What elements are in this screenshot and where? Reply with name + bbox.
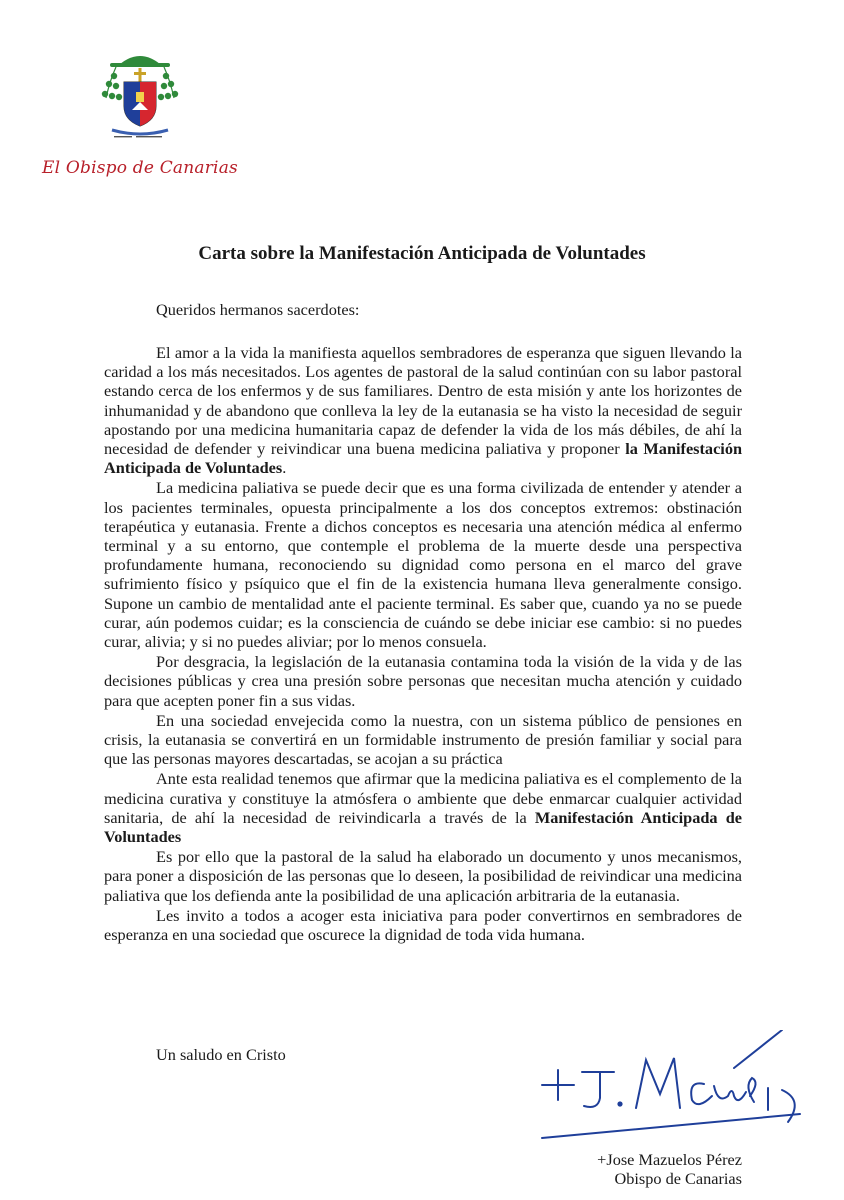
paragraph-6: Es por ello que la pastoral de la salud ha elaborado un documento y unos mecanismos, para poner a disposición de las personas que lo deseen, la posibilidad de reivindicar una medicina paliativa que los defienda ante la posibilidad de una aplicación arbitraria de la eutanasia. [104,847,742,905]
signer-block [597,1150,742,1188]
greeting: Queridos hermanos sacerdotes: [156,300,360,319]
letter-body [104,343,742,945]
paragraph-1 [104,343,742,477]
document-title: Carta sobre la Manifestación Anticipada de Voluntades [198,243,646,264]
paragraph-2: La medicina paliativa se puede decir que es una forma civilizada de entender y atender a los pacientes terminales, opuesta principalmente a los dos conceptos extremos: obstinación terapéutica y eutanasia. Frente a dichos conceptos es necesaria una atención médica al enfermo terminal y a su entorno, que contemple el problema de la muerte desde una perspectiva profundamente humana, reconociendo su dignidad como persona en el marco del grave sufrimiento físico y psíquico que el fin de la existencia humana lleva generalmente consigo. Supone un cambio de mentalidad ante el paciente terminal. Es saber que, cuando ya no se puede curar, aún podemos cuidar; es la consciencia de cuándo se debe iniciar ese cambio: si no puedes curar, alivia; y si no puedes aliviar; por lo menos consuela. [104,478,742,652]
signer-name: +Jose Mazuelos Pérez [597,1150,742,1169]
paragraph-1-text: El amor a la vida la manifiesta aquellos sembradores de esperanza que siguen llevando la caridad a los más necesitados. Los agentes de pastoral de la salud continúan con su labor pastoral estando cerca de los enfermos y de sus familiares. Dentro de esta misión y ante los horizontes de inhumanidad y de abandono que conlleva la ley de la eutanasia se ha visto la necesidad de seguir apostando por una medicina humanitaria capaz de defender la vida de los más débiles, de ahí la necesidad de defender y reivindicar una buena medicina paliativa y proponer [104,343,742,459]
paragraph-1-bold: la Manifestación Anticipada de Voluntades [104,439,743,478]
signer-role: Obispo de Canarias [614,1169,742,1188]
paragraph-5-bold: Manifestación Anticipada de Voluntades [104,807,742,847]
letterhead-title: El Obispo de Canarias [42,158,238,178]
closing-line: Un saludo en Cristo [156,1045,286,1064]
paragraph-1-end: . [282,458,287,478]
paragraph-7: Les invito a todos a acoger esta iniciativa para poder convertirnos en sembradores de esperanza en una sociedad que oscurece la dignidad de toda vida humana. [104,905,742,945]
paragraph-5 [104,769,742,846]
handwritten-signature [528,1030,808,1145]
paragraph-5-text: Ante esta realidad tenemos que afirmar que la medicina paliativa es el complemento de la medicina curativa y constituye la atmósfera o ambiente que debe enmarcar cualquier actividad sanitaria, de ahí la necesidad de reivindicarla a través de la [104,769,742,827]
paragraph-3: Por desgracia, la legislación de la eutanasia contamina toda la visión de la vida y de las decisiones públicas y crea una presión sobre personas que necesitan mucha atención y cuidado para que acepten poner fin a sus vidas. [104,652,742,710]
coat-of-arms-logo [92,50,188,142]
paragraph-4: En una sociedad envejecida como la nuestra, con un sistema público de pensiones en crisis, la eutanasia se convertirá en un formidable instrumento de presión familiar y social para que las personas mayores descartadas, se acojan a su práctica [104,710,742,769]
